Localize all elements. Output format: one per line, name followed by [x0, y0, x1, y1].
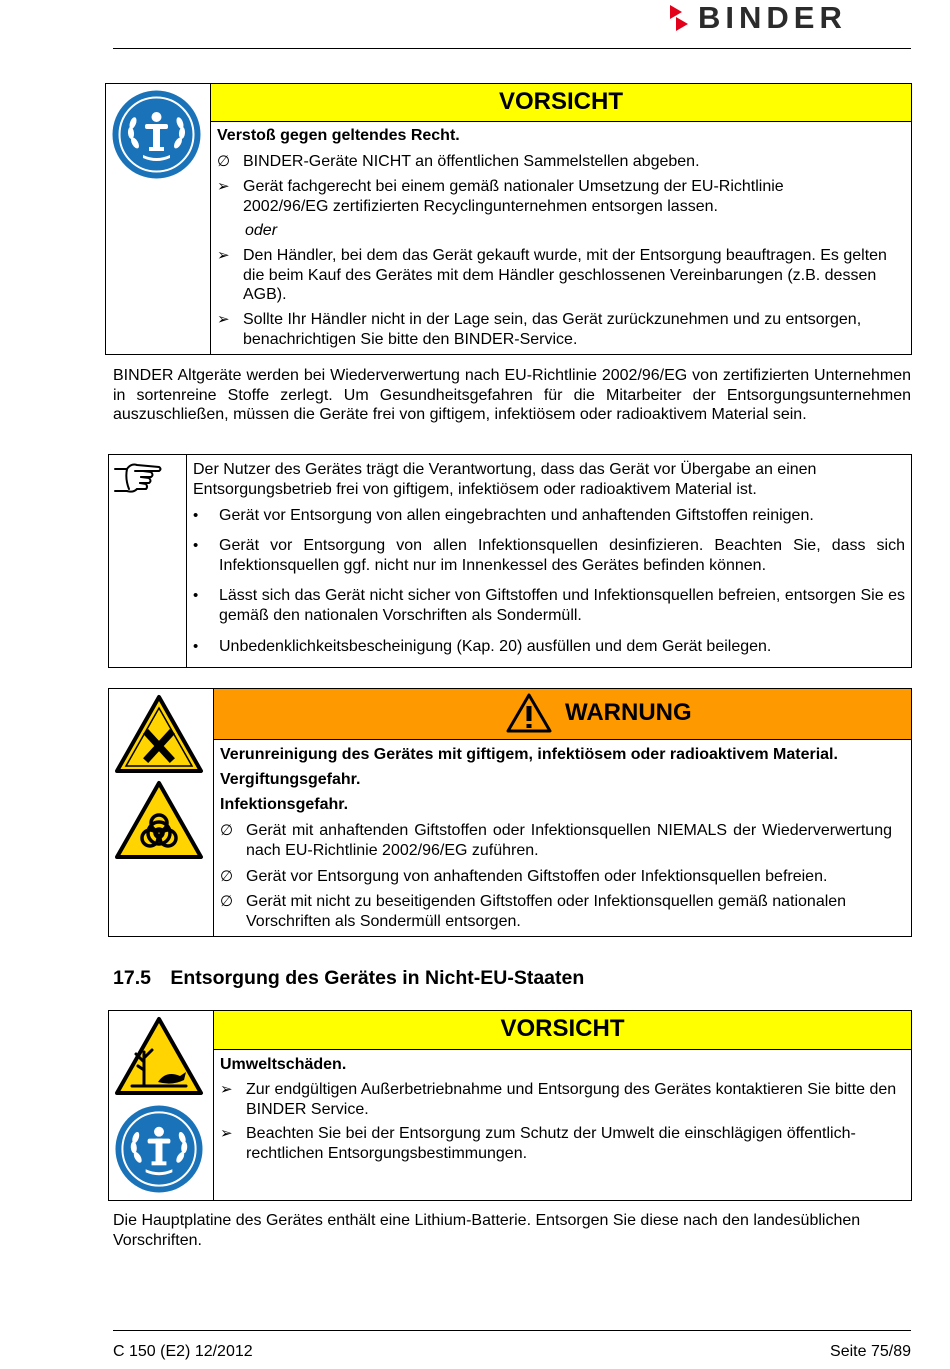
- footer-rule: [113, 1330, 911, 1331]
- list-item: • Lässt sich das Gerät nicht sicher von Giftstoffen und Infektionsquellen befreien, entsorgen Sie es gemäß den nationalen Vorschriften als Sondermüll.: [193, 587, 905, 624]
- brand-name: BINDER: [698, 0, 847, 35]
- caution-heading-1: Verstoß gegen geltendes Recht.: [217, 127, 460, 144]
- list-item: ∅ BINDER-Geräte NICHT an öffentlichen Sammelstellen abgeben.: [217, 153, 700, 170]
- note-intro: Der Nutzer des Gerätes trägt die Verantwortung, dass das Gerät vor Übergabe an einen Entsorgungsbetrieb frei von giftigem, infektiösem oder radioaktivem Material ist.: [193, 461, 817, 498]
- list-item: ∅ Gerät vor Entsorgung von anhaftenden Giftstoffen oder Infektionsquellen befreien.: [220, 868, 828, 885]
- signal-word: VORSICHT: [498, 88, 623, 115]
- list-item: ➢ Zur endgültigen Außerbetriebnahme und Entsorgung des Gerätes kontaktieren Sie bitte den BINDER Service.: [220, 1081, 897, 1118]
- header-rule: [113, 48, 911, 49]
- warning-heading: Verunreinigung des Gerätes mit giftigem, infektiösem oder radioaktivem Material.: [220, 746, 838, 763]
- signal-word: WARNUNG: [565, 699, 692, 726]
- biohazard-warning-icon: [114, 780, 204, 860]
- footer-page-number: Seite 75/89: [830, 1343, 911, 1360]
- binder-logo-icon: [668, 3, 690, 33]
- list-item: • Gerät vor Entsorgung von allen eingebrachten und anhaftenden Giftstoffen reinigen.: [193, 507, 814, 524]
- oder-label: oder: [245, 222, 278, 239]
- list-item: ➢ Beachten Sie bei der Entsorgung zum Schutz der Umwelt die einschlägigen öffentlich-rechtlichen Entsorgungsbestimmungen.: [220, 1125, 856, 1162]
- section-title: Entsorgung des Gerätes in Nicht-EU-Staaten: [170, 967, 585, 989]
- warning-triangle-icon: [505, 692, 553, 734]
- binder-logo: [668, 2, 913, 34]
- list-item: ∅ Gerät mit anhaftenden Giftstoffen oder Infektionsquellen NIEMALS der Wiederverwertung nach EU-Richtlinie 2002/96/EG zuführen.: [220, 822, 892, 859]
- warning-heading: Vergiftungsgefahr.: [220, 771, 361, 788]
- warning-heading: Infektionsgefahr.: [220, 796, 349, 813]
- section-number: 17.5: [113, 967, 151, 989]
- list-item: ➢ Sollte Ihr Händler nicht in der Lage sein, das Gerät zurückzunehmen und zu entsorgen, benachrichtigen Sie bitte den BINDER-Service.: [217, 311, 862, 348]
- list-item: • Gerät vor Entsorgung von allen Infektionsquellen desinfizieren. Beachten Sie, dass sich Infektionsquellen ggf. nicht nur im Innenkessel des Gerätes befinden können.: [193, 537, 905, 574]
- body-paragraph: Die Hauptplatine des Gerätes enthält eine Lithium-Batterie. Entsorgen Sie diese nach den landesüblichen Vorschriften.: [113, 1212, 861, 1249]
- environment-hazard-warning-icon: [114, 1016, 204, 1096]
- footer-doc-id: C 150 (E2) 12/2012: [113, 1343, 253, 1360]
- list-item: ➢ Den Händler, bei dem das Gerät gekauft wurde, mit der Entsorgung beauftragen. Es gelten die beim Kauf des Gerätes mit dem Händler geschlossenen Vereinbarungen (z.B. dessen AGB).: [217, 247, 887, 303]
- caution-heading-2: Umweltschäden.: [220, 1056, 347, 1073]
- eu-ecolabel-icon: [114, 1104, 204, 1194]
- caution-header-1: [211, 84, 911, 121]
- body-paragraph: BINDER Altgeräte werden bei Wiederverwertung nach EU-Richtlinie 2002/96/EG von zertifizierten Unternehmen in sortenreine Stoffe zerlegt. Um Gesundheitsgefahren für die Mitarbeiter der Entsorgungsunternehmen auszuschließen, müssen die Geräte frei von giftigem, infektiösem oder radioaktivem Material sein.: [113, 367, 911, 423]
- eu-ecolabel-icon: [111, 89, 202, 180]
- list-item: ➢ Gerät fachgerecht bei einem gemäß nationaler Umsetzung der EU-Richtlinie 2002/96/EG zertifizierten Recyclingunternehmen entsorgen lassen.: [217, 178, 784, 215]
- list-item: • Unbedenklichkeitsbescheinigung (Kap. 20) ausfüllen und dem Gerät beilegen.: [193, 638, 772, 655]
- warning-header: [214, 689, 911, 739]
- signal-word: VORSICHT: [500, 1015, 625, 1042]
- section-heading: [113, 966, 584, 990]
- caution-header-2: [214, 1011, 911, 1049]
- harmful-substance-warning-icon: [114, 694, 204, 774]
- pointing-hand-icon: [113, 459, 163, 499]
- list-item: ∅ Gerät mit nicht zu beseitigenden Giftstoffen oder Infektionsquellen gemäß nationalen Vorschriften als Sondermüll entsorgen.: [220, 893, 847, 930]
